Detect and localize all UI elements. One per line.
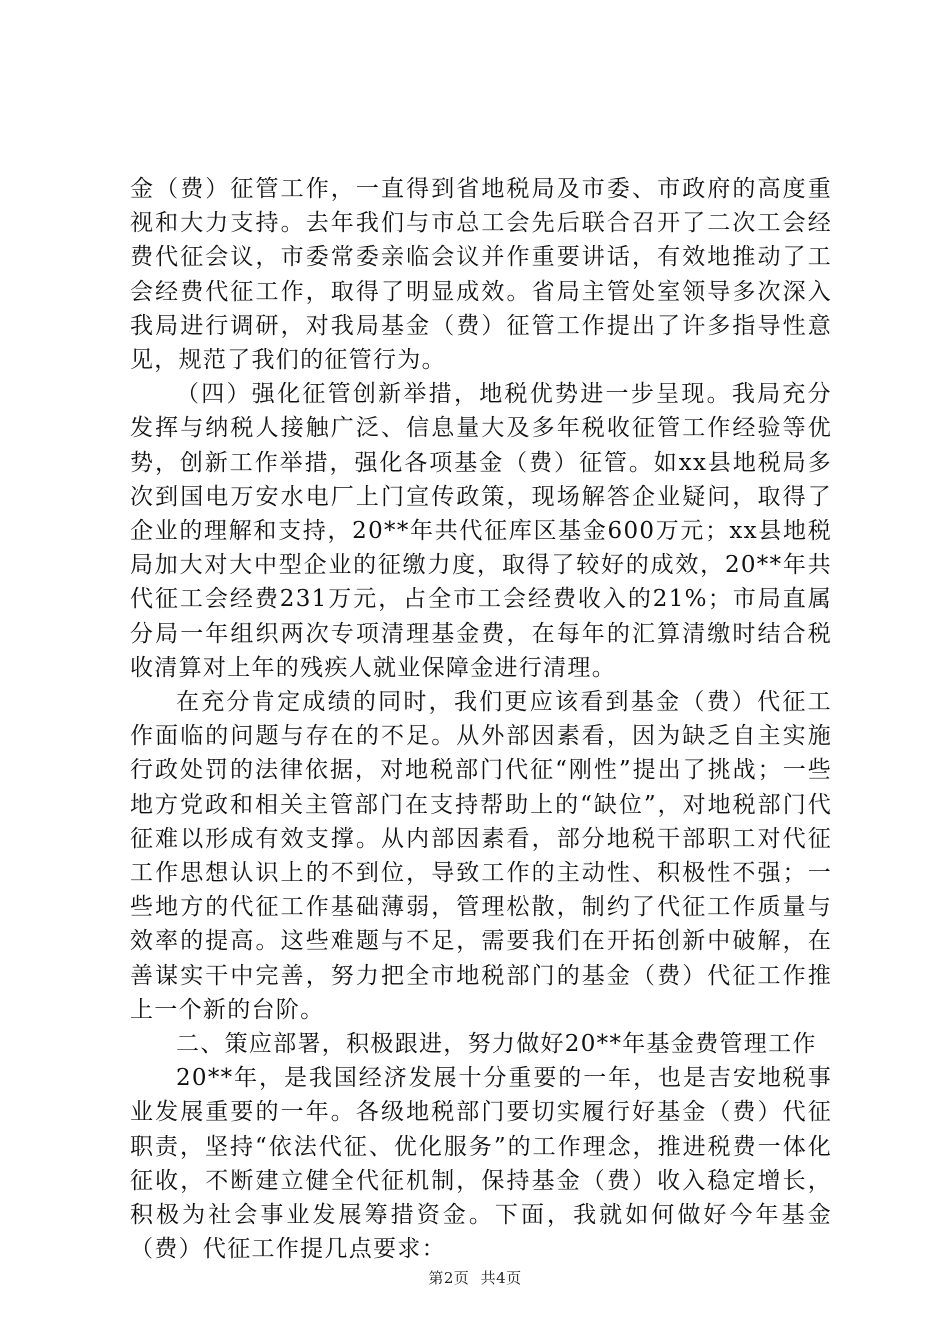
page-number: 第2页 — [428, 1269, 470, 1287]
page-footer — [0, 1267, 950, 1288]
document-body — [130, 172, 832, 1267]
paragraph-problems: 在充分肯定成绩的同时，我们更应该看到基金（费）代征工作面临的问题与存在的不足。从外部因素看，因为缺乏自主实施行政处罚的法律依据，对地税部门代征“刚性”提出了挑战；一些地方党政和相关主管部门在支持帮助上的“缺位”，对地税部门代征难以形成有效支撑。从内部因素看，部分地税干部职工对代征工作思想认识上的不到位，导致工作的主动性、积极性不强；一些地方的代征工作基础薄弱，管理松散，制约了代征工作质量与效率的提高。这些难题与不足，需要我们在开拓创新中破解，在善谋实干中完善，努力把全市地税部门的基金（费）代征工作推上一个新的台阶。 — [130, 689, 832, 1023]
page-total: 共4页 — [480, 1269, 522, 1287]
section-heading-two: 二、策应部署，积极跟进，努力做好20**年基金费管理工作 — [176, 1031, 817, 1058]
paragraph-continuation: 金（费）征管工作，一直得到省地税局及市委、市政府的高度重视和大力支持。去年我们与市总工会先后联合召开了二次工会经费代征会议，市委常委亲临会议并作重要讲话，有效地推动了工会经费代征工作，取得了明显成效。省局主管处室领导多次深入我局进行调研，对我局基金（费）征管工作提出了许多指导性意见，规范了我们的征管行为。 — [130, 176, 832, 374]
paragraph-section-four: （四）强化征管创新举措，地税优势进一步呈现。我局充分发挥与纳税人接触广泛、信息量大及多年税收征管工作经验等优势，创新工作举措，强化各项基金（费）征管。如xx县地税局多次到国电万安水电厂上门宣传政策，现场解答企业疑问，取得了企业的理解和支持，20**年共代征库区基金600万元；xx县地税局加大对大中型企业的征缴力度，取得了较好的成效，20**年共代征工会经费231万元，占全市工会经费收入的21%；市局直属分局一年组织两次专项清理基金费，在每年的汇算清缴时结合税收清算对上年的残疾人就业保障金进行清理。 — [130, 381, 832, 681]
paragraph-requirements: 20**年，是我国经济发展十分重要的一年，也是吉安地税事业发展重要的一年。各级地税部门要切实履行好基金（费）代征职责，坚持“依法代征、优化服务”的工作理念，推进税费一体化征收，不断建立健全代征机制，保持基金（费）收入稳定增长，积极为社会事业发展筹措资金。下面，我就如何做好今年基金（费）代征工作提几点要求： — [130, 1065, 832, 1263]
